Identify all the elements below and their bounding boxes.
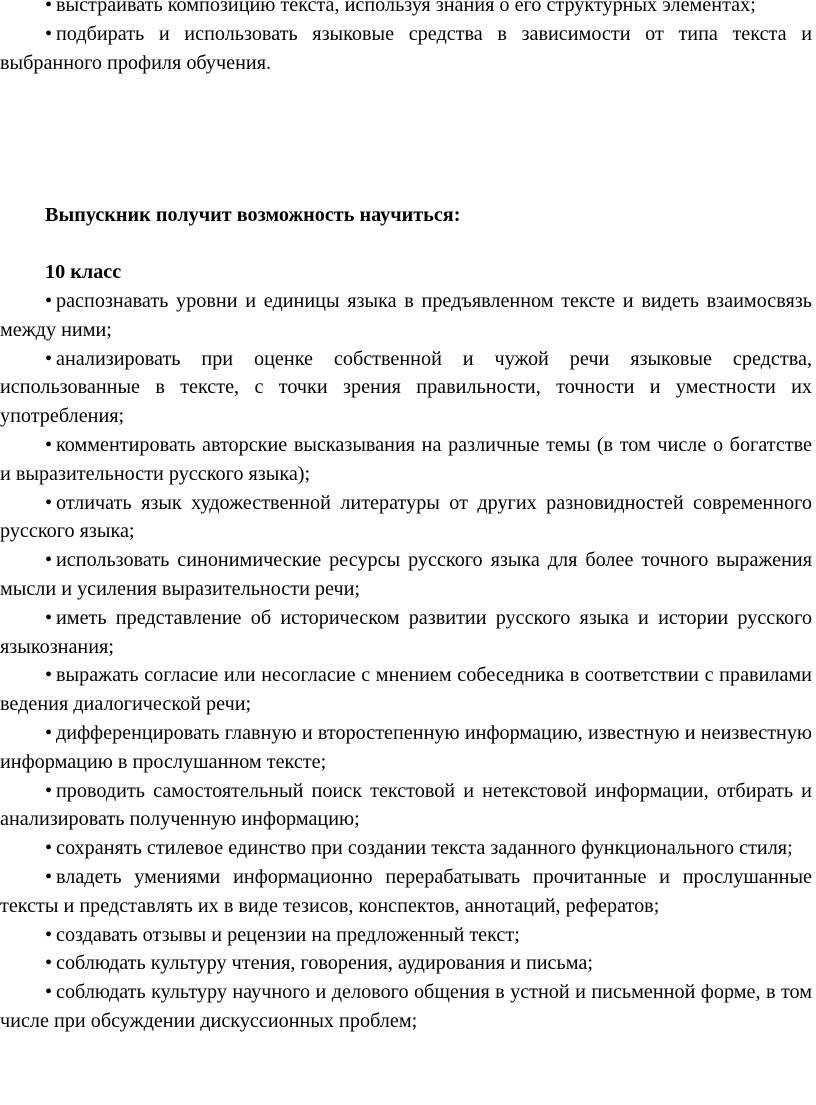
bullet: • <box>45 664 53 687</box>
list-item <box>0 921 812 950</box>
list-item-text: иметь представление об историческом развитии русского языка и истории русского языкознания; <box>0 606 812 658</box>
bullet: • <box>45 289 53 312</box>
list-item <box>0 863 812 921</box>
list-item <box>0 546 812 604</box>
blank-space <box>0 230 812 258</box>
bullet: • <box>45 606 53 629</box>
list-item-text: использовать синонимические ресурсы русского языка для более точного выражения мысли и усиления выразительности речи; <box>0 549 812 600</box>
list-item-text: анализировать при оценке собственной и чужой речи языковые средства, использованные в тексте, с точки зрения правильности, точности и уместности их употребления; <box>0 347 812 428</box>
bullet: • <box>45 491 53 514</box>
list-item <box>0 777 812 835</box>
bullet: • <box>45 22 53 45</box>
section-title: Выпускник получит возможность научиться: <box>45 204 461 227</box>
list-item-text: соблюдать культуру чтения, говорения, аудирования и письма; <box>56 952 593 975</box>
list-item <box>0 489 812 547</box>
bullet: • <box>45 347 53 370</box>
list-item <box>0 661 812 719</box>
list-item <box>0 604 812 662</box>
list-item-text: выражать согласие или несогласие с мнением собеседника в соответствии с правилами ведения диалогической речи; <box>0 664 812 716</box>
bullet: • <box>45 0 53 16</box>
bullet: • <box>45 433 53 456</box>
list-item <box>0 949 812 978</box>
bullet: • <box>45 549 53 572</box>
list-item-text: сохранять стилевое единство при создании текста заданного функционального стиля; <box>56 837 793 860</box>
list-item-text: соблюдать культуру научного и делового общения в устной и письменной форме, в том числе при обсуждении дискуссионных проблем; <box>0 981 812 1032</box>
blank-space <box>0 77 812 201</box>
list-item <box>0 719 812 777</box>
list-item-text: комментировать авторские высказывания на различные темы (в том числе о богатстве и выразительности русского языка); <box>0 433 812 485</box>
list-item-text: отличать язык художественной литературы от других разновидностей современного русского языка; <box>0 491 812 543</box>
list-item-text: проводить самостоятельный поиск текстовой и нетекстовой информации, отбирать и анализировать полученную информацию; <box>0 779 812 831</box>
bullet: • <box>45 721 53 744</box>
list-item <box>0 287 812 345</box>
bullet: • <box>45 952 53 975</box>
list-item <box>0 978 812 1036</box>
bullet: • <box>45 981 53 1004</box>
bullet: • <box>45 779 53 802</box>
list-item-text: создавать отзывы и рецензии на предложенный текст; <box>56 923 520 946</box>
list-item <box>0 834 812 863</box>
list-item-text: выстраивать композицию текста, используя знания о его структурных элементах; <box>56 0 756 16</box>
list-item <box>0 345 812 431</box>
list-item <box>0 431 812 489</box>
bullet: • <box>45 865 53 888</box>
list-item-text: дифференцировать главную и второстепенную информацию, известную и неизвестную информацию в прослушанном тексте; <box>0 721 812 773</box>
list-item-text: владеть умениями информационно перерабатывать прочитанные и прослушанные тексты и представлять их в виде тезисов, конспектов, аннотаций, рефератов; <box>0 865 812 917</box>
bullet: • <box>45 923 53 946</box>
list-item <box>0 0 812 20</box>
list-item <box>0 20 812 78</box>
bullet: • <box>45 837 53 860</box>
grade-title: 10 класс <box>45 261 122 284</box>
list-item-text: распознавать уровни и единицы языка в предъявленном тексте и видеть взаимосвязь между ними; <box>0 289 812 341</box>
list-item-text: подбирать и использовать языковые средства в зависимости от типа текста и выбранного профиля обучения. <box>0 22 812 74</box>
